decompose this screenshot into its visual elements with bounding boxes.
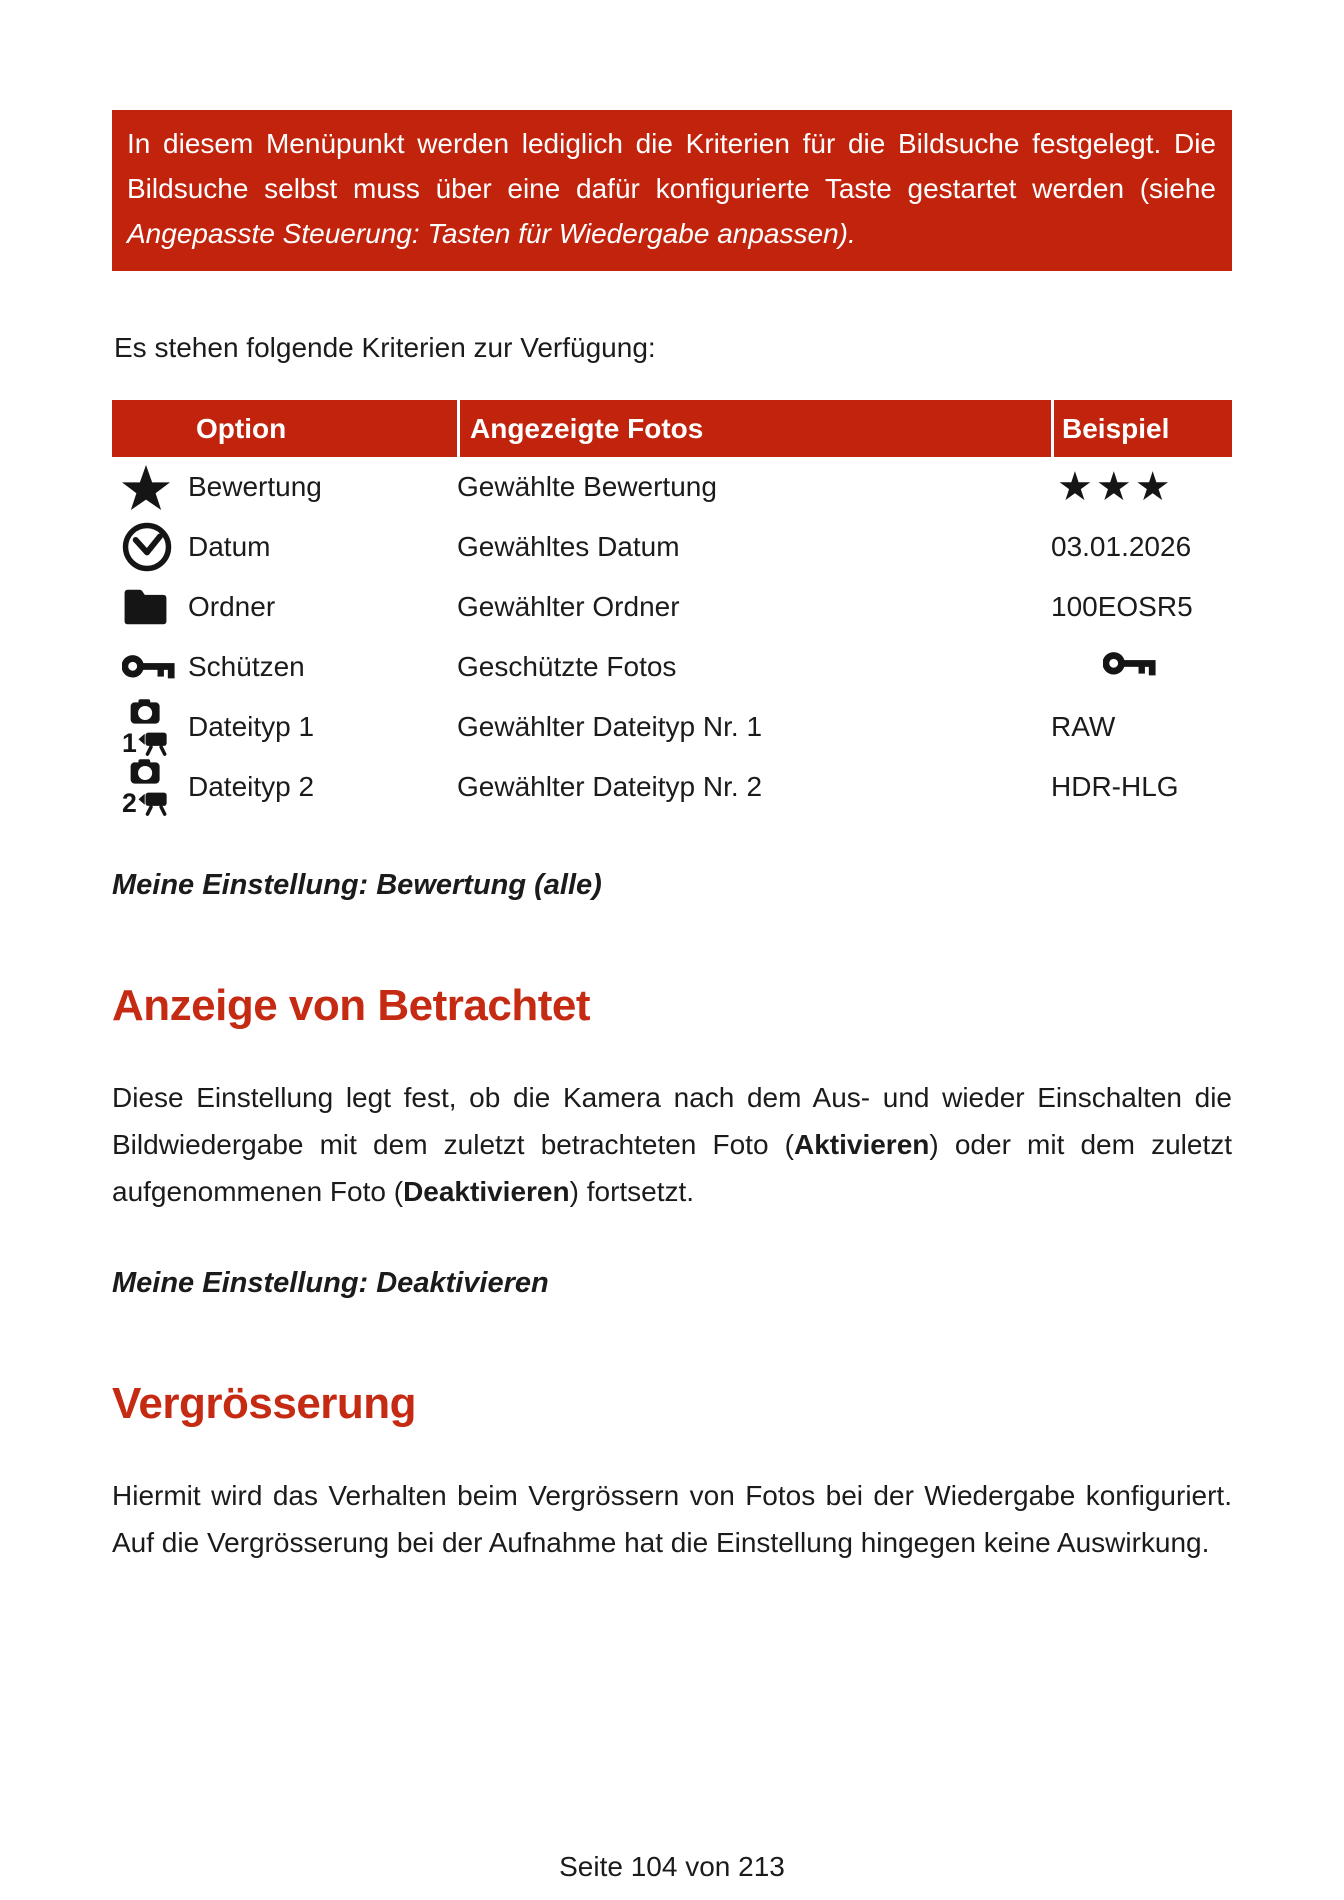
svg-text:1: 1 (122, 727, 137, 756)
example-value: RAW (1051, 711, 1116, 742)
example-value: 100EOSR5 (1051, 591, 1193, 622)
option-cell (112, 637, 457, 697)
example-value: HDR-HLG (1051, 771, 1179, 802)
option-label: Ordner (188, 591, 276, 622)
svg-text:2: 2 (122, 787, 137, 816)
option-label: Bewertung (188, 471, 322, 502)
column-header-option (112, 400, 457, 457)
section-paragraph-anzeige: Diese Einstellung legt fest, ob die Kamera nach dem Aus- und wieder Einschalten die Bildwiedergabe mit dem zuletzt betrachteten Foto (Aktivieren) oder mit dem zuletzt aufgenommenen Foto (Deaktivieren) fortsetzt. (112, 1082, 1232, 1207)
shown-photos-cell: Gewähltes Datum (457, 531, 680, 562)
option-cell (112, 457, 457, 517)
option-cell (112, 757, 457, 817)
section-heading-anzeige-von-betrachtet: Anzeige von Betrachtet (112, 981, 590, 1030)
section-heading-vergroesserung: Vergrösserung (112, 1379, 417, 1428)
option-cell (112, 517, 457, 577)
example-cell (1051, 757, 1232, 817)
criteria-table-body (112, 457, 1232, 817)
stars-rating: ★★★ (1057, 464, 1174, 510)
my-setting-second: Meine Einstellung: Deaktivieren (112, 1267, 549, 1299)
key-icon (1103, 649, 1157, 679)
example-cell (1051, 577, 1232, 637)
example-value: 03.01.2026 (1051, 531, 1192, 562)
column-header-option-label: Option (196, 412, 287, 444)
info-callout: In diesem Menüpunkt werden lediglich die Kriterien für die Bildsuche festgelegt. Die Bildsuche selbst muss über eine dafür konfigurierte Taste gestartet werden (siehe Angepasste Steuerung: Tasten für Wiedergabe anpassen). (112, 110, 1232, 271)
criteria-table (112, 400, 1232, 817)
table-row (112, 517, 1232, 577)
clock-icon (122, 522, 180, 572)
example-cell (1051, 457, 1232, 517)
table-header-row (112, 400, 1232, 457)
table-row (112, 637, 1232, 697)
column-header-example (1051, 400, 1232, 457)
section-paragraph-vergroesserung: Hiermit wird das Verhalten beim Vergrössern von Fotos bei der Wiedergabe konfiguriert. Auf die Vergrösserung bei der Aufnahme hat die Einstellung hingegen keine Auswirkung. (112, 1480, 1232, 1558)
page-number: Seite 104 von 213 (559, 1851, 785, 1882)
shown-photos-cell: Gewählter Dateityp Nr. 1 (457, 711, 763, 742)
table-row (112, 757, 1232, 817)
folder-icon (122, 587, 180, 627)
shown-photos-cell: Geschützte Fotos (457, 651, 677, 682)
option-cell (112, 577, 457, 637)
option-label: Dateityp 1 (188, 711, 315, 742)
example-cell (1051, 517, 1232, 577)
column-header-shown (457, 400, 1051, 457)
example-cell (1051, 637, 1232, 697)
table-row (112, 577, 1232, 637)
example-cell (1051, 697, 1232, 757)
shown-photos-cell: Gewählter Dateityp Nr. 2 (457, 771, 763, 802)
table-row (112, 457, 1232, 517)
filetype2-icon (122, 759, 180, 816)
column-header-example-label: Beispiel (1062, 412, 1170, 444)
option-label: Dateityp 2 (188, 771, 315, 802)
option-label: Schützen (188, 651, 305, 682)
key-icon (122, 652, 180, 682)
option-cell (112, 697, 457, 757)
option-label: Datum (188, 531, 271, 562)
table-row (112, 697, 1232, 757)
my-setting-first: Meine Einstellung: Bewertung (alle) (112, 869, 602, 901)
filetype1-icon (122, 699, 180, 756)
star-icon (122, 464, 180, 511)
intro-text: Es stehen folgende Kriterien zur Verfügung: (114, 332, 656, 363)
column-header-shown-label: Angezeigte Fotos (470, 412, 704, 444)
shown-photos-cell: Gewählter Ordner (457, 591, 680, 622)
shown-photos-cell: Gewählte Bewertung (457, 471, 717, 502)
